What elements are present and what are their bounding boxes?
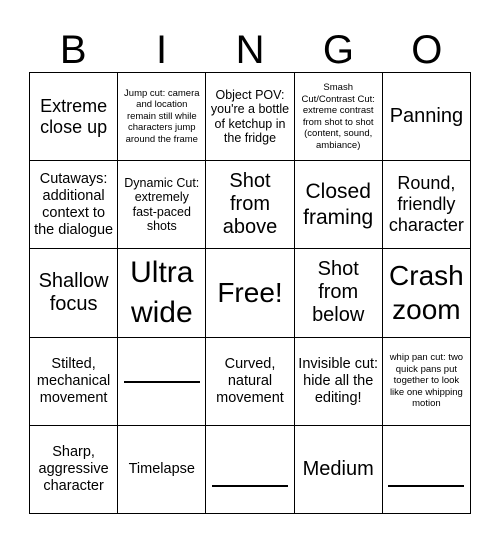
bingo-cell[interactable] — [383, 73, 471, 161]
bingo-cell[interactable] — [118, 161, 206, 249]
bingo-cell[interactable] — [383, 338, 471, 426]
cell-text: Dynamic Cut: extremely fast-paced shots — [124, 175, 200, 234]
header-letter-o: O — [411, 28, 443, 72]
bingo-cell[interactable] — [206, 338, 294, 426]
bingo-cell[interactable] — [295, 161, 383, 249]
cell-text: Smash Cut/Contrast Cut: extreme contrast from shot to shot (content, sound, ambiance) — [301, 82, 375, 151]
bingo-cell[interactable] — [383, 249, 471, 337]
cell-text: Panning — [389, 105, 464, 128]
bingo-cell[interactable] — [295, 338, 383, 426]
cell-text: Stilted, mechanical movement — [36, 355, 111, 406]
cell-text: Ultra wide — [130, 255, 194, 329]
header-letter-i: I — [156, 28, 168, 72]
blank-cell[interactable] — [206, 426, 294, 514]
bingo-cell[interactable] — [30, 161, 118, 249]
cell-text: Timelapse — [128, 460, 195, 477]
bingo-cell[interactable] — [30, 73, 118, 161]
header-letter-g: G — [322, 28, 354, 72]
cell-text: Curved, natural movement — [216, 355, 284, 406]
cell-text: Free! — [217, 276, 283, 308]
bingo-cell[interactable] — [383, 161, 471, 249]
cell-text: Shot from below — [312, 258, 365, 327]
blank-cell[interactable] — [118, 338, 206, 426]
bingo-cell[interactable] — [206, 73, 294, 161]
bingo-cell[interactable] — [295, 73, 383, 161]
cell-text: Extreme close up — [40, 95, 108, 137]
bingo-grid — [29, 72, 471, 514]
bingo-cell[interactable] — [30, 249, 118, 337]
bingo-cell[interactable] — [30, 338, 118, 426]
cell-text: Invisible cut: hide all the editing! — [298, 355, 379, 406]
blank-line — [388, 485, 464, 487]
blank-cell[interactable] — [383, 426, 471, 514]
bingo-header — [29, 27, 471, 73]
bingo-cell[interactable] — [118, 426, 206, 514]
cell-text: Shot from above — [222, 170, 278, 239]
cell-text: Sharp, aggressive character — [38, 443, 109, 494]
cell-text: Medium — [302, 457, 374, 480]
free-space-cell[interactable] — [206, 249, 294, 337]
bingo-cell[interactable] — [118, 249, 206, 337]
cell-text: Crash zoom — [389, 259, 464, 325]
cell-text: Jump cut: camera and location remain still while characters jump around the frame — [124, 87, 200, 145]
bingo-cell[interactable] — [295, 249, 383, 337]
header-letter-b: B — [59, 28, 87, 72]
cell-text: Closed framing — [303, 179, 374, 229]
cell-text: Object POV: you're a bottle of ketchup in the fridge — [210, 87, 290, 146]
bingo-cell[interactable] — [206, 161, 294, 249]
bingo-cell[interactable] — [30, 426, 118, 514]
cell-text: Round, friendly character — [388, 173, 464, 236]
header-letter-n: N — [235, 28, 265, 72]
blank-line — [124, 381, 200, 383]
cell-text: Shallow focus — [38, 269, 109, 315]
bingo-cell[interactable] — [295, 426, 383, 514]
blank-line — [212, 485, 288, 487]
cell-text: whip pan cut: two quick pans put together to look like one whipping motion — [389, 352, 464, 410]
cell-text: Cutaways: additional context to the dialogue — [34, 170, 114, 238]
bingo-cell[interactable] — [118, 73, 206, 161]
